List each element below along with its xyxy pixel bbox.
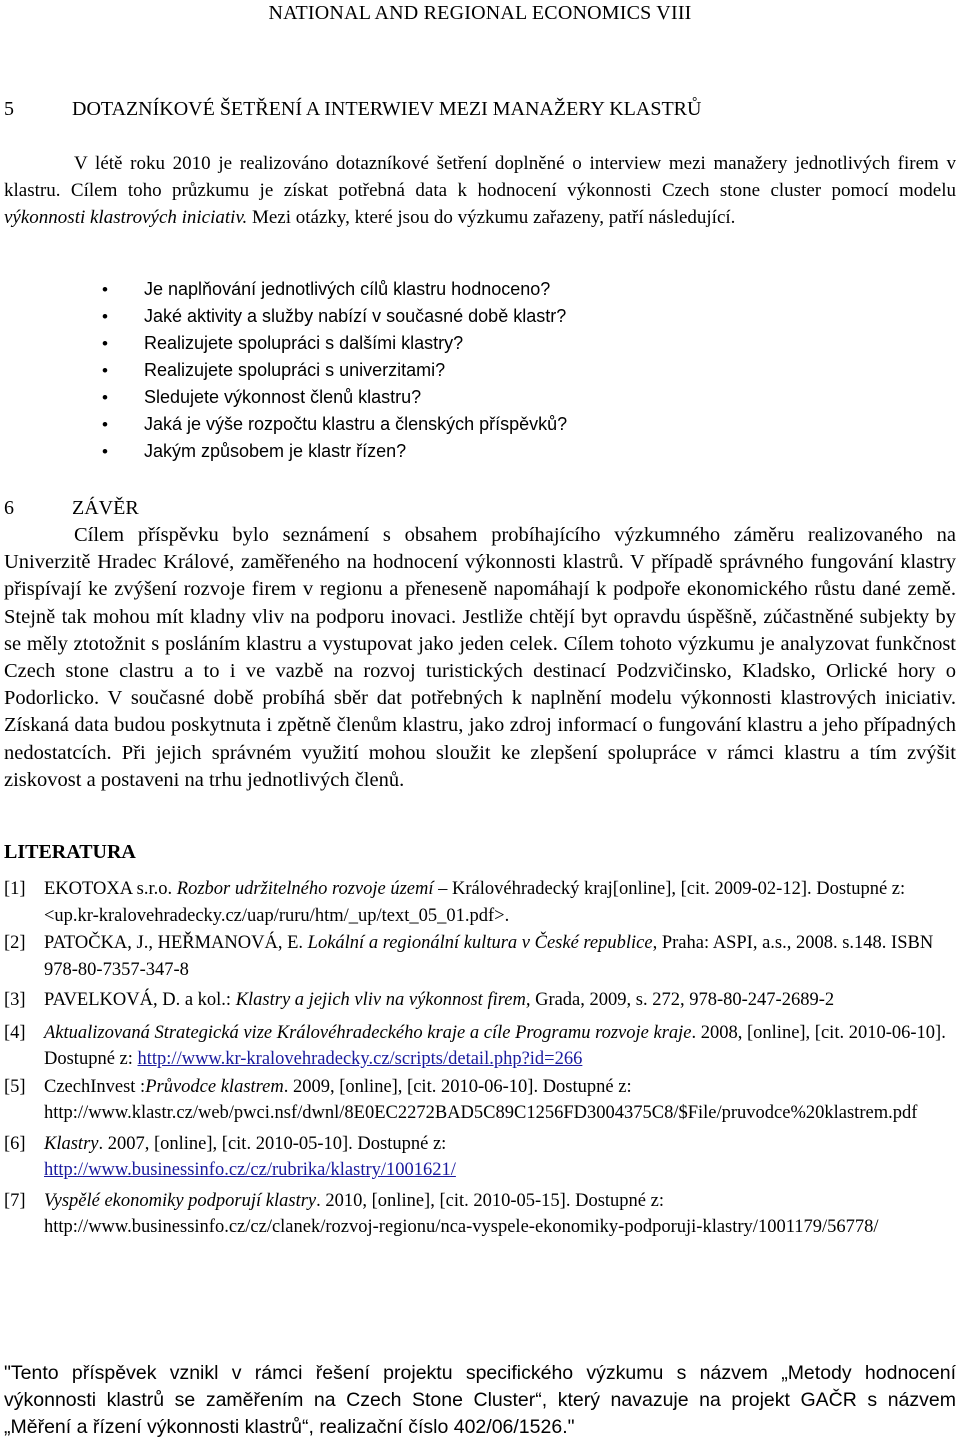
reference-item bbox=[0, 930, 960, 983]
reference-list bbox=[0, 876, 960, 1242]
section-6-heading bbox=[4, 496, 139, 520]
section-5-text-italic: výkonnosti klastrových iniciativ. bbox=[4, 207, 248, 228]
reference-number: [1] bbox=[4, 879, 26, 899]
reference-title: Lokální a regionální kultura v České republice bbox=[307, 933, 653, 953]
reference-link[interactable]: http://www.kr-kralovehradecky.cz/scripts/detail.php?id=266 bbox=[137, 1049, 583, 1069]
section-6-paragraph bbox=[4, 522, 956, 794]
reference-number: [6] bbox=[4, 1133, 26, 1154]
reference-author: PAVELKOVÁ, D. a kol.: bbox=[44, 990, 236, 1010]
list-item: • Jaké aktivity a služby nabízí v současné době klastr? bbox=[0, 303, 567, 330]
list-item: • Realizujete spolupráci s dalšími klastry? bbox=[0, 330, 567, 357]
section-5-heading bbox=[4, 97, 701, 121]
section-5-number: 5 bbox=[4, 98, 14, 120]
reference-link[interactable]: http://www.businessinfo.cz/cz/rubrika/klastry/1001621/ bbox=[44, 1160, 456, 1180]
reference-number: [4] bbox=[4, 1022, 26, 1043]
reference-url: http://www.businessinfo.cz/cz/clanek/rozvoj-regionu/nca-vyspele-ekonomiky-podporuji-klastry/1001179/56778/ bbox=[44, 1217, 879, 1237]
questions-list bbox=[0, 276, 567, 465]
reference-title: Klastry bbox=[44, 1133, 99, 1154]
reference-title: Klastry a jejich vliv na výkonnost firem, bbox=[235, 990, 531, 1010]
reference-url: http://www.klastr.cz/web/pwci.nsf/dwnl/8E0EC2272BAD5C89C1256FD3004375C8/$File/pruvodce%20klastrem.pdf bbox=[44, 1103, 918, 1123]
reference-item bbox=[0, 1074, 960, 1127]
reference-item bbox=[0, 876, 960, 929]
reference-details: . 2007, [online], [cit. 2010-05-10]. Dostupné z: bbox=[98, 1133, 447, 1154]
reference-item bbox=[0, 1188, 960, 1241]
list-item: • Je naplňování jednotlivých cílů klastru hodnoceno? bbox=[0, 276, 567, 303]
reference-item bbox=[0, 1131, 960, 1184]
acknowledgement-note: "Tento příspěvek vznikl v rámci řešení projektu specifického výzkumu s názvem „Metody hodnocení výkonnosti klastrů se zaměřením na Czech Stone Cluster“, který navazuje na projekt GAČR s názvem „Měření a řízení výkonnosti klastrů“, realizační číslo 402/06/1526." bbox=[4, 1362, 956, 1438]
reference-number: [3] bbox=[4, 990, 26, 1010]
reference-title: Rozbor udržitelného rozvoje území bbox=[176, 879, 434, 899]
reference-details: Grada, 2009, s. 272, 978-80-247-2689-2 bbox=[530, 990, 835, 1010]
list-item: • Realizujete spolupráci s univerzitami? bbox=[0, 357, 567, 384]
reference-author: PATOČKA, J., HEŘMANOVÁ, E. bbox=[44, 933, 308, 953]
section-5-text-start: V létě roku 2010 je realizováno dotazníkové šetření doplněné o interview mezi manažery jednotlivých firem v klastru. Cílem toho průzkumu je získat potřebná data k hodnocení výkonnosti Czech stone cluster pomocí modelu bbox=[4, 153, 956, 201]
section-5-text-end: Mezi otázky, které jsou do výzkumu zařazeny, patří následující. bbox=[247, 207, 736, 228]
reference-title: Průvodce klastrem bbox=[145, 1076, 284, 1097]
reference-number: [2] bbox=[4, 933, 26, 953]
reference-url: <up.kr-kralovehradecky.cz/uap/ruru/htm/_up/text_05_01.pdf>. bbox=[44, 905, 510, 926]
reference-author: CzechInvest : bbox=[44, 1076, 146, 1097]
reference-item bbox=[0, 987, 960, 1014]
section-6-title: ZÁVĚR bbox=[72, 497, 139, 519]
literature-heading: LITERATURA bbox=[4, 841, 136, 863]
section-5-title: DOTAZNÍKOVÉ ŠETŘENÍ A INTERWIEV MEZI MANAŽERY KLASTRŮ bbox=[72, 98, 702, 120]
list-item: • Jaká je výše rozpočtu klastru a členských příspěvků? bbox=[0, 411, 567, 438]
reference-title: Aktualizovaná Strategická vize Královéhradeckého kraje a cíle Programu rozvoje kraje bbox=[44, 1022, 692, 1043]
reference-details: – Královéhradecký kraj[online], [cit. 2009-02-12]. Dostupné z: bbox=[433, 879, 906, 899]
reference-details: . 2008, [online], [cit. 2010-06-10]. Dostupné z: bbox=[44, 1022, 946, 1069]
reference-item bbox=[0, 1020, 960, 1073]
reference-details: , Praha: ASPI, a.s., 2008. s.148. ISBN 978-80-7357-347-8 bbox=[44, 933, 934, 980]
reference-number: [7] bbox=[4, 1190, 26, 1211]
list-item: • Jakým způsobem je klastr řízen? bbox=[0, 438, 567, 465]
reference-details: . 2009, [online], [cit. 2010-06-10]. Dostupné z: bbox=[283, 1076, 632, 1097]
reference-details: . 2010, [online], [cit. 2010-05-15]. Dostupné z: bbox=[316, 1190, 664, 1211]
section-6-number: 6 bbox=[4, 497, 14, 519]
section-5-paragraph bbox=[4, 150, 956, 231]
list-item: • Sledujete výkonnost členů klastru? bbox=[0, 384, 567, 411]
running-header: NATIONAL AND REGIONAL ECONOMICS VIII bbox=[268, 2, 692, 24]
reference-title: Vyspělé ekonomiky podporují klastry bbox=[44, 1190, 317, 1211]
section-6-text: Cílem příspěvku bylo seznámení s obsahem probíhajícího výzkumného záměru realizovaného na Univerzitě Hradec Králové, zaměřeného na hodnocení výkonnosti klastrů. V případě správného fungování klastry přispívají ke zvýšení rozvoje firem v regionu a přeneseně napomáhají k podpoře ekonomického růstu dané země. Stejně tak mohou mít kladny vliv na podporu inovaci. Jestliže chtějí byt opravdu úspěšně, zúčastněné subjekty by se měly ztotožnit s posláním klastru a vystupovat jako jeden celek. Cílem tohoto výzkumu je analyzovat funkčnost Czech stone clastru a to i ve vazbě na rozvoj turistických destinací Podzvičinsko, Kladsko, Orlické hory o Podorlicko. V současné době probíhá sběr dat potřebných k naplnění modelu výkonnosti klastrových iniciativ. Získaná data budou poskytnuta i zpětně členům klastru, jako zdroj informací o fungování klastru a jeho případných nedostatcích. Při jejich správném využití mohou sloužit ke zlepšení spolupráce v rámci klastru a tím zvýšit ziskovost a postaveni na trhu jednotlivých členů. bbox=[4, 524, 956, 791]
reference-author: EKOTOXA s.r.o. bbox=[44, 879, 177, 899]
reference-number: [5] bbox=[4, 1076, 26, 1097]
